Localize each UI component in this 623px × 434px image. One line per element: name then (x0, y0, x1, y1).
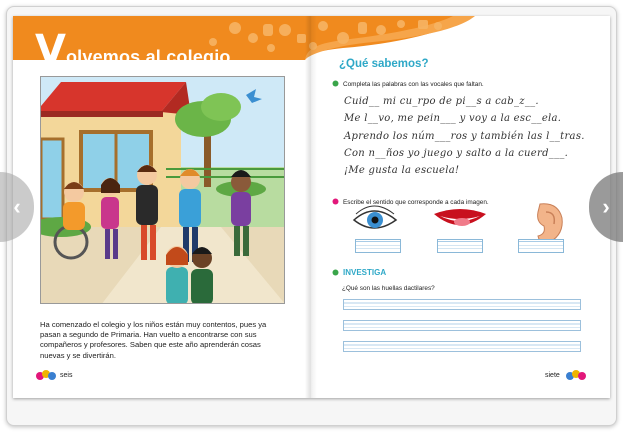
write-line[interactable] (343, 341, 581, 352)
section-heading: ¿Qué sabemos? (339, 58, 429, 70)
task-sentido-text: Escribe el sentido que corresponde a cada imagen. (343, 199, 489, 206)
title-rest: olvemos al colegio (65, 47, 231, 67)
handwriting-line: ¡Me gusta la escuela! (344, 165, 460, 177)
handwriting-line: Me l__vo, me pein___ y voy a la esc__ela. (344, 113, 562, 125)
mouth-icon (434, 209, 486, 226)
handwriting-line: Con n__ños yo juego y salto a la cuerd___. (344, 147, 569, 159)
eye-icon (354, 206, 396, 228)
chevron-right-icon: › (602, 194, 610, 219)
book-spine (305, 16, 317, 398)
handwriting-line: Aprendo los núm___ros y también las l__tras. (344, 130, 585, 142)
write-line[interactable] (343, 320, 581, 331)
investiga-question: ¿Qué son las huellas dactilares? (342, 285, 435, 292)
handwriting-lines (344, 93, 585, 179)
mascot-icon (565, 368, 587, 382)
bullet-icon (332, 269, 339, 276)
chevron-left-icon: ‹ (13, 194, 21, 219)
answer-box-mouth[interactable] (437, 239, 483, 253)
bullet-icon (332, 198, 339, 205)
answer-box-eye[interactable] (355, 239, 401, 253)
mascot-icon (35, 368, 57, 382)
intro-paragraph: Ha comenzado el colegio y los niños están muy contentos, pues ya pasan a segundo de Primaria. Han vuelto a encontrarse con sus compañeros y profesores. Saben que este año aprenderán cosas nuevas y se divertirán. (40, 320, 267, 360)
school-illustration (40, 76, 285, 304)
bullet-icon (332, 80, 339, 87)
task-completa (332, 80, 484, 88)
page-number-left: seis (60, 372, 73, 379)
handwriting-line: Cuid__ mi cu_rpo de pi__s a cab_z__. (344, 96, 539, 107)
write-line[interactable] (343, 299, 581, 310)
investiga-heading (332, 268, 386, 277)
task-completa-text: Completa las palabras con las vocales que faltan. (343, 81, 484, 88)
answer-box-ear[interactable] (518, 239, 564, 253)
ear-icon (538, 204, 563, 243)
investiga-label: INVESTIGA (343, 268, 387, 277)
page-title (35, 27, 231, 73)
title-initial: V (35, 27, 66, 73)
page-number-right: siete (545, 372, 560, 379)
